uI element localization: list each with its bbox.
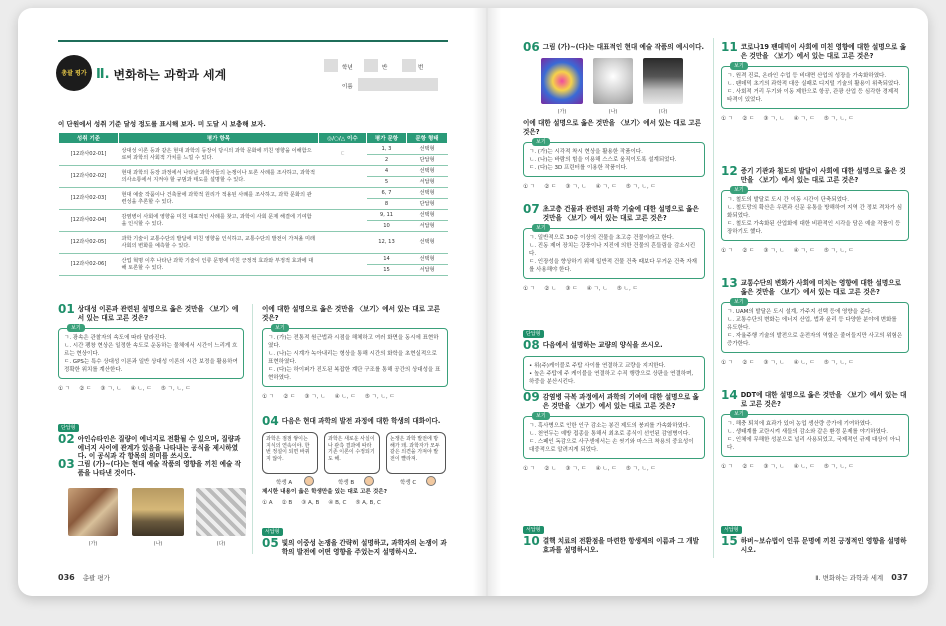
option-3[interactable]: ③ ㄱ, ㄴ: [763, 116, 785, 122]
option-5[interactable]: ⑤ ㄱ, ㄴ, ㄷ: [823, 248, 854, 254]
question-13: [721, 278, 909, 366]
option-1[interactable]: ① ㄱ: [721, 248, 734, 254]
question-05: [262, 518, 448, 556]
example-box: [58, 325, 244, 379]
option-5[interactable]: ⑤ ㄱ, ㄴ, ㄷ: [625, 184, 656, 190]
question-11: [721, 42, 909, 122]
question-number: 02: [58, 432, 75, 446]
option-3[interactable]: ③ ㄱ, ㄴ: [565, 184, 587, 190]
option-4[interactable]: ④ ㄴ, ㄷ: [334, 394, 356, 400]
answer-options: [523, 284, 705, 292]
question-text: 그림 (가)~(다)는 대표적인 현대 예술 작품의 예시이다.: [542, 43, 704, 51]
kinetic-sculpture-image: [593, 58, 633, 104]
option-3[interactable]: ③ ㄱ, ㄴ: [763, 248, 785, 254]
question-text: 코로나19 팬데믹이 사회에 미친 영향에 대한 설명으로 옳은 것만을 〈보기〉에서 있는 대로 고른 것은?: [740, 43, 907, 60]
question-04-prompt: [262, 489, 448, 506]
right-footer: [815, 573, 908, 582]
example-item: ㄱ. 일반적으로 30층 이상의 건물을 초고층 건물이라고 한다.: [529, 235, 674, 241]
example-box-label: 보기: [730, 62, 748, 70]
col-type: 문항 형태: [407, 133, 448, 144]
example-box-label: 보기: [532, 224, 550, 232]
example-item: ㄷ. 자율주행 기술의 발전으로 운전자의 역할은 줄어들지만 사고의 위험은 증가한다.: [727, 333, 903, 347]
option-2[interactable]: ② ㄴ: [544, 466, 557, 472]
name-label: 이름: [342, 84, 353, 90]
instruction-text: 이 단원에서 성취 기준 달성 정도를 표시해 보자. 미 도달 시 보충해 보자.: [58, 120, 266, 128]
answer-options: [262, 500, 448, 506]
question-03-continued: [262, 304, 448, 400]
option-2[interactable]: ② ㄷ: [742, 360, 755, 366]
option-5[interactable]: ⑤ ㄱ, ㄴ, ㄷ: [160, 386, 191, 392]
grade-field[interactable]: [324, 59, 338, 72]
artwork-image-ga: [68, 488, 118, 536]
unit-heading: [96, 66, 226, 83]
description-box: [523, 356, 705, 391]
number-label: 번: [418, 65, 424, 71]
option-4[interactable]: ④ ㄴ, ㄷ: [130, 386, 152, 392]
table-row: 5 서답형: [59, 177, 448, 188]
question-type-tag: 서답형: [262, 528, 283, 536]
book-spread: [18, 8, 928, 596]
option-2[interactable]: ② ㄴ: [544, 286, 557, 292]
example-box: [523, 413, 705, 459]
table-row: [12과사02-03] 현대 예술 작품이나 건축물에 과학적 원리가 적용된 사례를 조사하고, 과학 문화의 관련성을 추론할 수 있다. 6, 7 선택형: [59, 188, 448, 199]
option-3[interactable]: ③ A, B: [301, 500, 320, 506]
question-text: 다음은 현대 과학의 발전 과정에 대한 학생의 대화이다.: [281, 417, 441, 425]
question-text: 결핵 치료의 전환점을 마련한 항생제의 이름과 그 개발 효과를 설명하시오.: [542, 537, 699, 554]
example-item: ㄱ. 원격 진료, 온라인 수업 등 비대면 산업의 성장을 가속화하였다.: [727, 73, 887, 79]
question-type-tag: 단답형: [523, 330, 544, 338]
caption-ga: (가): [557, 109, 567, 115]
question-text: 하버~보슈법이 인류 문명에 끼친 긍정적인 영향을 설명하시오.: [740, 537, 907, 554]
example-item: ㄷ. 스페인 독감으로 사구센에서는 손 씻기와 마스크 착용의 중요성이 대중적으로 알려지게 되었다.: [529, 439, 694, 453]
option-1[interactable]: ① ㄱ: [58, 386, 71, 392]
option-1[interactable]: ① ㄱ: [523, 286, 536, 292]
question-06: [523, 42, 705, 53]
caption-da: (다): [658, 109, 668, 115]
answer-options: [721, 114, 909, 122]
question-text: 그림 (가)~(다)는 현대 예술 작품의 영향을 끼친 예술 작품을 나타낸 것이다.: [77, 460, 242, 477]
table-row: [12과사02-04] 감염병이 사회에 영향을 미친 대표적인 사례를 찾고, 과학이 사회 문제 해결에 기여함을 인식할 수 있다. 9, 11 선택형: [59, 210, 448, 221]
caption-ga: (가): [88, 541, 98, 547]
question-text: 교통수단의 변화가 사회에 미치는 영향에 대한 설명으로 옳은 것만을 〈보기〉에서 있는 대로 고른 것은?: [740, 279, 901, 296]
question-type-tag: 단답형: [58, 424, 79, 432]
op-art-image: [541, 58, 583, 104]
example-box-label: 보기: [730, 298, 748, 306]
example-item: ㄴ. 팬데믹 초기의 과학적 대응 실패로 디지털 기술의 활용이 위축되었다.: [727, 81, 901, 87]
question-number: 13: [721, 276, 738, 290]
check-cell[interactable]: [319, 188, 367, 210]
description-item: • 높은 주탑에 주 케이블을 연결하고 수직 행량으로 상판을 연결하며, 하중을 분산시킨다.: [529, 371, 694, 385]
col-check: ◎/○/△ 이수: [319, 133, 367, 144]
question-number: 12: [721, 164, 738, 178]
question-text: 이에 대한 설명으로 옳은 것만을 〈보기〉에서 있는 대로 고른 것은?: [262, 305, 441, 322]
question-type-tag: 서답형: [523, 526, 544, 534]
page-number: 036: [58, 573, 75, 582]
caption-da: (다): [216, 541, 226, 547]
option-4[interactable]: ④ ㄴ, ㄷ: [595, 466, 617, 472]
question-type-tag: 서답형: [721, 526, 742, 534]
question-prompt: 제시한 내용이 옳은 학생만을 있는 대로 고른 것은?: [262, 489, 387, 495]
student-c-label: 학생 C: [400, 480, 417, 486]
example-box: [721, 63, 909, 109]
question-number: 08: [523, 338, 540, 352]
option-5[interactable]: ⑤ ㄱ, ㄴ, ㄷ: [625, 466, 656, 472]
student-c-avatar: [426, 476, 436, 486]
question-12: [721, 166, 909, 254]
question-01: [58, 304, 244, 392]
option-4[interactable]: ④ ㄱ, ㄷ: [793, 248, 815, 254]
speech-bubble-b: 과학은 새로운 사실이나 관측 결과에 따라 기존 이론이 수정되기도 해.: [324, 432, 380, 474]
check-cell[interactable]: [319, 210, 367, 232]
example-box: [523, 225, 705, 279]
option-1[interactable]: ① ㄱ: [721, 360, 734, 366]
example-item: ㄴ. 진동 제어 장치는 강풍이나 지진에 의한 건물의 흔들림을 감소시킨다.: [529, 243, 696, 257]
question-03: [58, 459, 244, 477]
column-divider: [252, 304, 253, 554]
example-box-label: 보기: [271, 324, 289, 332]
option-3[interactable]: ③ ㄱ, ㄴ: [763, 464, 785, 470]
example-item: ㄷ. 인체에 무해한 성분으로 널리 사용되었고, 국제적인 규제 대상이 아니다.: [727, 437, 901, 451]
question-text: 초고층 건물과 관련된 과학 기술에 대한 설명으로 옳은 것만을 〈보기〉에서 있는 대로 고른 것은?: [542, 205, 699, 222]
option-1[interactable]: ① ㄱ: [523, 466, 536, 472]
option-3[interactable]: ③ ㄱ, ㄴ: [304, 394, 326, 400]
artwork-image-da: [196, 488, 246, 536]
artwork-image-na: [132, 488, 184, 536]
option-1[interactable]: ① A: [262, 500, 273, 506]
option-1[interactable]: ① ㄱ: [721, 116, 734, 122]
student-b-label: 학생 B: [338, 480, 355, 486]
right-page: [501, 8, 928, 596]
footer-title: 총괄 평가: [82, 574, 110, 582]
check-cell[interactable]: [319, 232, 367, 254]
answer-options: [523, 182, 705, 190]
question-text: 상대성 이론과 관련된 설명으로 옳은 것만을 〈보기〉에서 있는 대로 고른 것은?: [77, 305, 239, 322]
class-label: 반: [382, 65, 388, 71]
option-5[interactable]: ⑤ A, B, C: [355, 500, 381, 506]
question-08: [523, 320, 705, 391]
example-box-label: 보기: [730, 186, 748, 194]
option-3[interactable]: ③ ㄱ, ㄴ: [100, 386, 122, 392]
option-5[interactable]: ⑤ ㄴ, ㄷ: [616, 286, 638, 292]
caption-na: (나): [608, 109, 618, 115]
grade-label: 학년: [342, 65, 353, 71]
student-a-avatar: [304, 476, 314, 486]
column-divider: [713, 38, 714, 558]
example-item: ㄱ. 흑사병으로 인한 인구 감소는 봉건 제도의 붕괴를 가속화하였다.: [529, 423, 690, 429]
answer-options: [523, 464, 705, 472]
header-rule: [58, 40, 448, 42]
answer-options: [721, 462, 909, 470]
example-box: [523, 139, 705, 177]
footer-title: Ⅱ. 변화하는 과학과 세계: [815, 574, 884, 582]
example-item: ㄴ. 생태계를 교란시켜 새들의 감소와 같은 환경 문제를 야기하였다.: [727, 429, 888, 435]
check-cell[interactable]: C: [319, 144, 367, 166]
example-item: ㄴ. (나)는 시계가 녹아내리는 형상을 통해 시간의 화학을 초현실적으로 표현하였다.: [268, 351, 437, 365]
option-5[interactable]: ⑤ ㄱ, ㄴ, ㄷ: [823, 464, 854, 470]
class-field[interactable]: [364, 59, 378, 72]
speech-bubble-c: 논쟁은 과학 발전에 방해가 돼. 과학자가 모두 같은 의견을 가져야 발전이 빨라져.: [386, 432, 446, 474]
option-2[interactable]: ② ㄷ: [79, 386, 92, 392]
question-text: 증기 기관과 철도의 발달이 사회에 대한 설명으로 옳은 것만을 〈보기〉에서 있는 대로 고른 것은?: [740, 167, 906, 184]
option-2[interactable]: ② ㄷ: [283, 394, 296, 400]
page-number: 037: [891, 573, 908, 582]
option-1[interactable]: ① ㄱ: [721, 464, 734, 470]
example-item: ㄱ. 해충 퇴치에 효과가 있어 농업 생산량 증가에 기여하였다.: [727, 421, 872, 427]
left-footer: [58, 573, 110, 582]
example-item: ㄷ. GPS는 특수 상대성 이론과 일반 상대성 이론의 시간 보정을 활용하여 정확한 위치를 계산한다.: [64, 359, 238, 373]
question-number: 07: [523, 202, 540, 216]
question-04: [262, 416, 448, 427]
table-row: 2 단답형: [59, 155, 448, 166]
question-number: 06: [523, 40, 540, 54]
option-5[interactable]: ⑤ ㄱ, ㄴ, ㄷ: [823, 116, 854, 122]
table-row: [12과사02-06] 산업 혁명 이후 나타난 과학 기술이 인류 문명에 미친 긍정적 효과와 부정적 효과에 대해 토론할 수 있다. 14 선택형: [59, 254, 448, 265]
achievement-table: [58, 132, 448, 276]
question-number: 11: [721, 40, 738, 54]
example-item: ㄷ. 사회적 거리 두기와 이동 제한으로 항공, 관광 산업 등 심각한 경제적 타격이 있었다.: [727, 89, 899, 103]
option-4[interactable]: ④ ㄱ, ㄷ: [793, 116, 815, 122]
question-text: 다음에서 설명하는 교량의 양식을 쓰시오.: [542, 341, 663, 349]
question-number: 09: [523, 390, 540, 404]
example-box-label: 보기: [532, 138, 550, 146]
question-text: 감염병 극복 과정에서 과학의 기여에 대한 설명으로 옳은 것만을 〈보기〉에서 있는 대로 고른 것은?: [542, 393, 699, 410]
answer-options: [58, 384, 244, 392]
question-text: 빛의 이중성 논쟁을 간략히 설명하고, 과학자의 논쟁이 과학의 발전에 어떤 영향을 주었는지 설명하시오.: [281, 539, 447, 556]
number-field[interactable]: [402, 59, 416, 72]
answer-options: [721, 246, 909, 254]
question-15: [721, 516, 909, 554]
name-field[interactable]: [358, 78, 438, 91]
check-cell[interactable]: [319, 166, 367, 188]
question-07: [523, 204, 705, 292]
question-text: DDT에 대한 설명으로 옳은 것만을 〈보기〉에서 있는 대로 고른 것은?: [740, 391, 907, 408]
question-number: 10: [523, 534, 540, 548]
example-item: ㄷ. (다)는 3D 프린터를 이용한 작품이다.: [529, 165, 628, 171]
option-2[interactable]: ② ㄷ: [742, 464, 755, 470]
student-b-avatar: [364, 476, 374, 486]
example-item: ㄱ. 광속은 관찰자의 속도에 따라 달라진다.: [64, 335, 167, 341]
unit-numeral: Ⅱ.: [96, 67, 110, 82]
question-text: 아인슈타인은 질량이 에너지로 전환될 수 있으며, 질량과 에너지 사이에 관계가 있음을 나타내는 공식을 제시하였다. 이 공식과 각 항목의 의미를 쓰시오.: [77, 435, 241, 460]
example-item: ㄱ. (가)는 전통적 원근법과 시점을 해체하고 여러 화면을 동시에 표현하였다.: [268, 335, 439, 349]
question-number: 05: [262, 536, 279, 550]
question-09: [523, 392, 705, 472]
question-10: [523, 516, 705, 554]
badge-text: 총괄 평가: [61, 69, 87, 77]
table-row: 15 서답형: [59, 265, 448, 276]
example-item: ㄷ. 인장성을 향상하기 위해 일반적 건물 건축 때보다 무거운 건축 자재를 사용해야 한다.: [529, 259, 697, 273]
answer-options: [262, 392, 448, 400]
question-number: 03: [58, 457, 75, 471]
book-gutter: [473, 8, 501, 596]
option-2[interactable]: ② ㄷ: [544, 184, 557, 190]
question-06-body: [523, 118, 705, 190]
question-number: 15: [721, 534, 738, 548]
student-a-label: 학생 A: [276, 480, 293, 486]
option-3[interactable]: ③ ㄷ: [565, 286, 578, 292]
question-14: [721, 390, 909, 470]
badge-circle: [56, 55, 92, 91]
example-item: ㄴ. 교통수단의 변화는 에너지 산업, 법과 윤리 등 다양한 분야에 변화를 유도한다.: [727, 317, 897, 331]
option-4[interactable]: ④ ㄱ, ㄴ: [586, 286, 608, 292]
option-2[interactable]: ② ㄷ: [742, 116, 755, 122]
col-item: 평가 항목: [119, 133, 319, 144]
example-box-label: 보기: [67, 324, 85, 332]
example-item: ㄴ. (나)는 바람의 힘을 이용해 스스로 움직이도록 설계되었다.: [529, 157, 677, 163]
option-2[interactable]: ② ㄷ: [742, 248, 755, 254]
table-row: [12과사02-02] 현대 과학의 등장 과정에서 나타난 과학자들의 논쟁이나 토론 사례를 조사하고, 과학적 의사소통에서 지켜야 할 규범과 태도를 설명할 수 있다. 4 선택형: [59, 166, 448, 177]
option-4[interactable]: ④ ㄴ, ㄷ: [793, 464, 815, 470]
left-page: [18, 8, 473, 596]
question-number: 01: [58, 302, 75, 316]
table-row: [12과사02-01] 상대성 이론 등과 같은 현대 과학의 등장이 당시의 과학 문화에 끼친 영향을 이해함으로써 과학의 사회적 가치를 느낄 수 있다. C 1, 3 선택형: [59, 144, 448, 155]
option-3[interactable]: ③ ㄱ, ㄷ: [565, 466, 587, 472]
option-4[interactable]: ④ B, C: [328, 500, 347, 506]
option-5[interactable]: ⑤ ㄱ, ㄴ, ㄷ: [364, 394, 395, 400]
example-item: ㄱ. (가)는 시각적 착시 현상을 활용한 작품이다.: [529, 149, 643, 155]
check-cell[interactable]: [319, 254, 367, 276]
question-prompt: 이에 대한 설명으로 옳은 것만을 〈보기〉에서 있는 대로 고른 것은?: [523, 119, 702, 136]
option-1[interactable]: ① ㄱ: [262, 394, 275, 400]
question-number: 04: [262, 414, 279, 428]
col-standard: 성취 기준: [59, 133, 119, 144]
example-box-label: 보기: [532, 412, 550, 420]
col-question: 평가 문항: [367, 133, 407, 144]
table-row: [12과사02-05] 과학 기술이 교통수단의 발달에 미친 영향을 인식하고, 교통수단의 발전이 가져올 미래 사회의 변화를 예측할 수 있다. 12, 13 선택형: [59, 232, 448, 254]
example-item: ㄴ. 시간 팽창 현상은 일정한 속도로 운동하는 물체에서 시간이 느리게 흐르는 현상이다.: [64, 343, 238, 357]
table-row: 8 단답형: [59, 199, 448, 210]
example-item: ㄱ. UAM의 발달은 도시 설계, 가주지 선택 등에 영향을 준다.: [727, 309, 873, 315]
example-item: ㄴ. 철도망의 확산은 우편과 신문 유통을 방해하여 지역 간 정보 격차가 심화되었다.: [727, 205, 903, 219]
example-box: [262, 325, 448, 387]
option-3[interactable]: ③ ㄱ, ㄴ: [763, 360, 785, 366]
example-item: ㄱ. 철도의 발달로 도시 간 이동 시간이 단축되었다.: [727, 197, 849, 203]
printed-building-image: [643, 58, 683, 104]
speech-bubble-a: 과학은 점점 쌓이는 지식의 연속이야. 한 번 정설이 되면 바뀌지 않아.: [262, 432, 318, 474]
unit-title: 변화하는 과학과 세계: [113, 68, 227, 82]
example-box: [721, 299, 909, 353]
example-item: ㄷ. (다)는 하이퍼가 진도된 복잡한 계단 구조를 통해 공간의 상대성을 표현하였다.: [268, 367, 441, 381]
table-row: 10 서답형: [59, 221, 448, 232]
example-box: [721, 411, 909, 457]
option-1[interactable]: ① ㄱ: [523, 184, 536, 190]
option-4[interactable]: ④ ㄴ, ㄷ: [793, 360, 815, 366]
question-number: 14: [721, 388, 738, 402]
option-5[interactable]: ⑤ ㄱ, ㄴ, ㄷ: [823, 360, 854, 366]
example-item: ㄴ. 천연두는 예방 접종을 통해서 최초로 종식이 선언된 감염병이다.: [529, 431, 690, 437]
caption-na: (나): [153, 541, 163, 547]
student-info-form: [318, 56, 448, 96]
answer-options: [721, 358, 909, 366]
option-4[interactable]: ④ ㄱ, ㄷ: [595, 184, 617, 190]
example-item: ㄷ. 철도로 가속화된 산업화에 대한 비판적인 시각을 담은 예술 작품이 등장하기도 했다.: [727, 221, 901, 235]
question-02: [58, 414, 244, 461]
example-box: [721, 187, 909, 241]
example-box-label: 보기: [730, 410, 748, 418]
option-2[interactable]: ② B: [281, 500, 293, 506]
description-item: • 위(주)케이블로 주탑 사이를 연결하고 교량을 지지한다.: [529, 363, 666, 369]
